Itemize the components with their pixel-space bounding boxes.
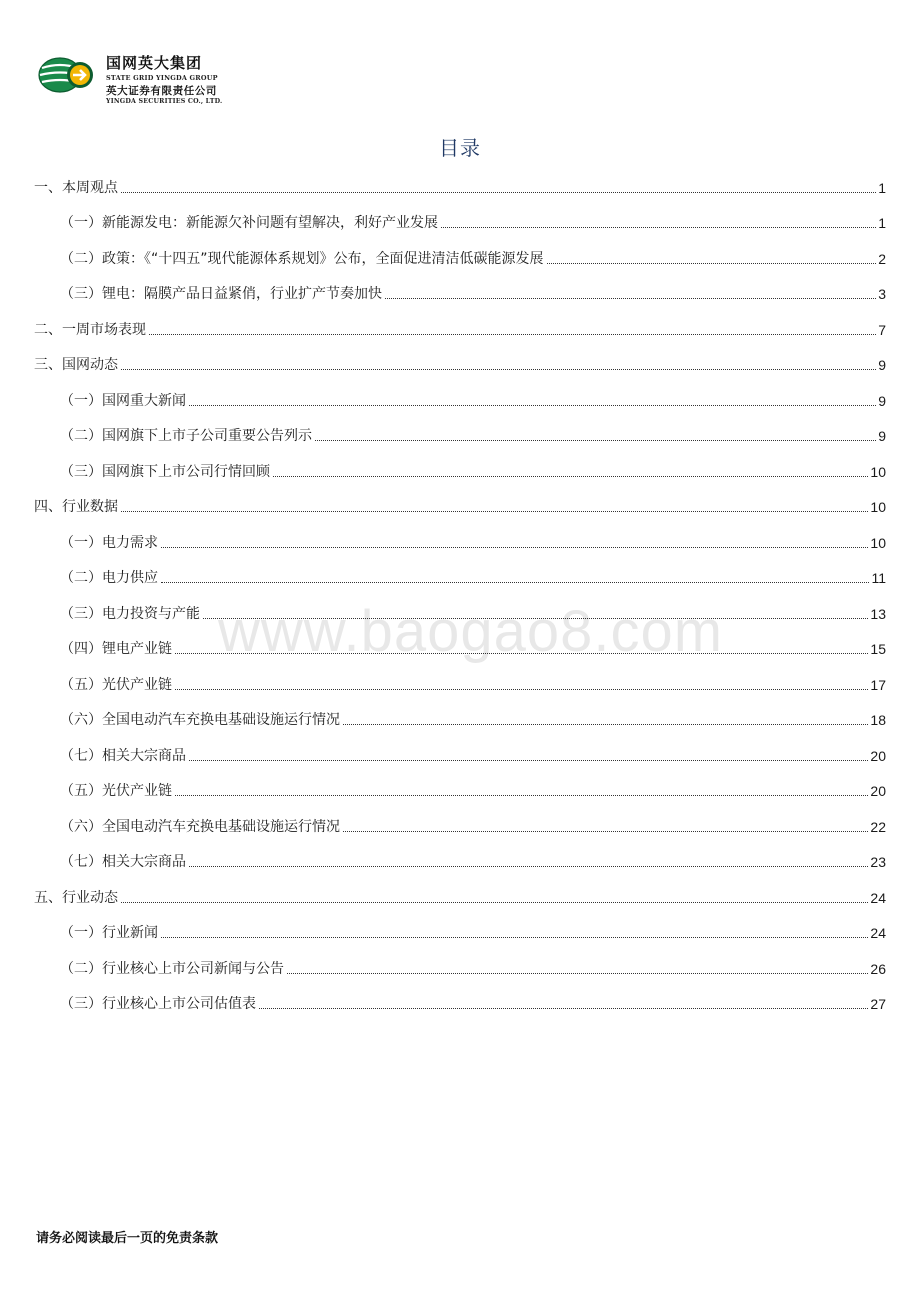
toc-entry-label[interactable]: （五）光伏产业链	[60, 783, 172, 799]
toc-entry[interactable]	[34, 700, 886, 736]
toc-page-number[interactable]: 1	[878, 179, 886, 196]
toc-dot-leader	[121, 510, 868, 512]
toc-entry-label[interactable]: （一）行业新闻	[60, 925, 158, 941]
toc-entry[interactable]	[34, 984, 886, 1020]
toc-dot-leader	[441, 226, 876, 228]
toc-entry[interactable]	[34, 771, 886, 807]
toc-page-number[interactable]: 22	[870, 818, 886, 835]
toc-entry-label[interactable]: 五、行业动态	[34, 889, 118, 906]
company-name-cn: 国网英大集团	[106, 54, 203, 72]
toc-entry[interactable]	[34, 664, 886, 700]
toc-dot-leader	[121, 191, 876, 193]
toc-page-number[interactable]: 18	[870, 712, 886, 728]
toc-dot-leader	[189, 865, 868, 867]
toc-entry-label[interactable]: （三）行业核心上市公司估值表	[60, 996, 256, 1012]
toc-entry-label[interactable]: （六）全国电动汽车充换电基础设施运行情况	[60, 712, 340, 728]
toc-page-number[interactable]: 27	[870, 996, 886, 1012]
toc-dot-leader	[343, 723, 868, 725]
toc-page-number[interactable]: 17	[870, 676, 886, 693]
toc-dot-leader	[149, 333, 876, 335]
toc-entry-label[interactable]: （五）光伏产业链	[60, 676, 172, 693]
toc-page-number[interactable]: 13	[870, 605, 886, 622]
toc-dot-leader	[175, 794, 868, 796]
toc-page-number[interactable]: 9	[878, 357, 886, 373]
table-of-contents	[34, 167, 886, 1019]
toc-entry-label[interactable]: （二）行业核心上市公司新闻与公告	[60, 960, 284, 977]
subsidiary-name-cn: 英大证券有限责任公司	[106, 84, 217, 97]
toc-entry[interactable]	[34, 522, 886, 558]
toc-entry-label[interactable]: （一）电力需求	[60, 534, 158, 551]
toc-page-number[interactable]: 1	[878, 215, 886, 231]
toc-entry[interactable]	[34, 487, 886, 523]
toc-entry[interactable]	[34, 238, 886, 274]
toc-entry[interactable]	[34, 345, 886, 381]
toc-entry-label[interactable]: （六）全国电动汽车充换电基础设施运行情况	[60, 818, 340, 835]
toc-page-number[interactable]: 10	[870, 463, 886, 480]
toc-entry-label[interactable]: 四、行业数据	[34, 499, 118, 515]
toc-entry[interactable]	[34, 842, 886, 878]
toc-dot-leader	[547, 262, 877, 264]
toc-entry-label[interactable]: （三）锂电：隔膜产品日益紧俏，行业扩产节奏加快	[60, 286, 382, 302]
toc-entry-label[interactable]: （七）相关大宗商品	[60, 854, 186, 870]
logo-text	[106, 50, 222, 105]
toc-page-number[interactable]: 10	[870, 499, 886, 515]
company-name-en: STATE GRID YINGDA GROUP	[106, 74, 218, 82]
footer-disclaimer: 请务必阅读最后一页的免责条款	[36, 1231, 219, 1246]
toc-entry[interactable]	[34, 274, 886, 310]
toc-page-number[interactable]: 3	[878, 286, 886, 302]
toc-dot-leader	[121, 368, 876, 370]
toc-dot-leader	[175, 688, 868, 690]
toc-dot-leader	[315, 439, 876, 441]
toc-entry[interactable]	[34, 877, 886, 913]
toc-dot-leader	[121, 901, 868, 903]
toc-entry[interactable]	[34, 948, 886, 984]
toc-entry-label[interactable]: （一）国网重大新闻	[60, 392, 186, 409]
toc-dot-leader	[161, 936, 868, 938]
toc-dot-leader	[189, 759, 868, 761]
toc-page-number[interactable]: 24	[870, 889, 886, 906]
toc-entry[interactable]	[34, 167, 886, 203]
toc-entry-label[interactable]: （七）相关大宗商品	[60, 747, 186, 764]
toc-entry-label[interactable]: （二）政策：《“十四五”现代能源体系规划》公布，全面促进清洁低碳能源发展	[60, 250, 544, 267]
toc-title: 目录	[439, 136, 481, 160]
toc-dot-leader	[385, 297, 876, 299]
toc-entry-label[interactable]: 一、本周观点	[34, 179, 118, 196]
toc-entry[interactable]	[34, 309, 886, 345]
toc-entry-label[interactable]: （二）电力供应	[60, 570, 158, 586]
toc-page-number[interactable]: 24	[870, 925, 886, 941]
subsidiary-name-en: YINGDA SECURITIES CO., LTD.	[106, 98, 223, 105]
toc-page-number[interactable]: 11	[871, 570, 886, 586]
toc-page-number[interactable]: 20	[870, 783, 886, 799]
toc-entry[interactable]	[34, 913, 886, 949]
toc-dot-leader	[259, 1007, 868, 1009]
toc-entry[interactable]	[34, 203, 886, 239]
toc-entry-label[interactable]: （四）锂电产业链	[60, 641, 172, 657]
toc-entry-label[interactable]: （三）电力投资与产能	[60, 605, 200, 622]
toc-entry-label[interactable]: 二、一周市场表现	[34, 321, 146, 338]
toc-page-number[interactable]: 9	[878, 392, 886, 409]
toc-dot-leader	[161, 581, 869, 583]
toc-page-number[interactable]: 2	[878, 250, 886, 267]
toc-dot-leader	[273, 475, 868, 477]
toc-page-number[interactable]: 23	[870, 854, 886, 870]
toc-entry[interactable]	[34, 558, 886, 594]
toc-page-number[interactable]: 7	[878, 321, 886, 338]
toc-entry-label[interactable]: 三、国网动态	[34, 357, 118, 373]
company-header	[38, 50, 222, 108]
toc-entry[interactable]	[34, 735, 886, 771]
toc-entry[interactable]	[34, 380, 886, 416]
toc-entry-label[interactable]: （三）国网旗下上市公司行情回顾	[60, 463, 270, 480]
toc-entry[interactable]	[34, 451, 886, 487]
toc-entry-label[interactable]: （二）国网旗下上市子公司重要公告列示	[60, 428, 312, 444]
watermark: www.baogao8.com	[218, 599, 724, 664]
toc-dot-leader	[161, 546, 868, 548]
toc-entry[interactable]	[34, 416, 886, 452]
toc-entry-label[interactable]: （一）新能源发电：新能源欠补问题有望解决，利好产业发展	[60, 215, 438, 231]
toc-page-number[interactable]: 26	[870, 960, 886, 977]
toc-dot-leader	[287, 972, 868, 974]
toc-page-number[interactable]: 20	[870, 747, 886, 764]
toc-page-number[interactable]: 10	[870, 534, 886, 551]
toc-page-number[interactable]: 9	[878, 428, 886, 444]
toc-page-number[interactable]: 15	[870, 641, 886, 657]
toc-dot-leader	[189, 404, 876, 406]
toc-dot-leader	[343, 830, 868, 832]
state-grid-globe-logo-icon	[38, 54, 100, 96]
toc-entry[interactable]	[34, 806, 886, 842]
